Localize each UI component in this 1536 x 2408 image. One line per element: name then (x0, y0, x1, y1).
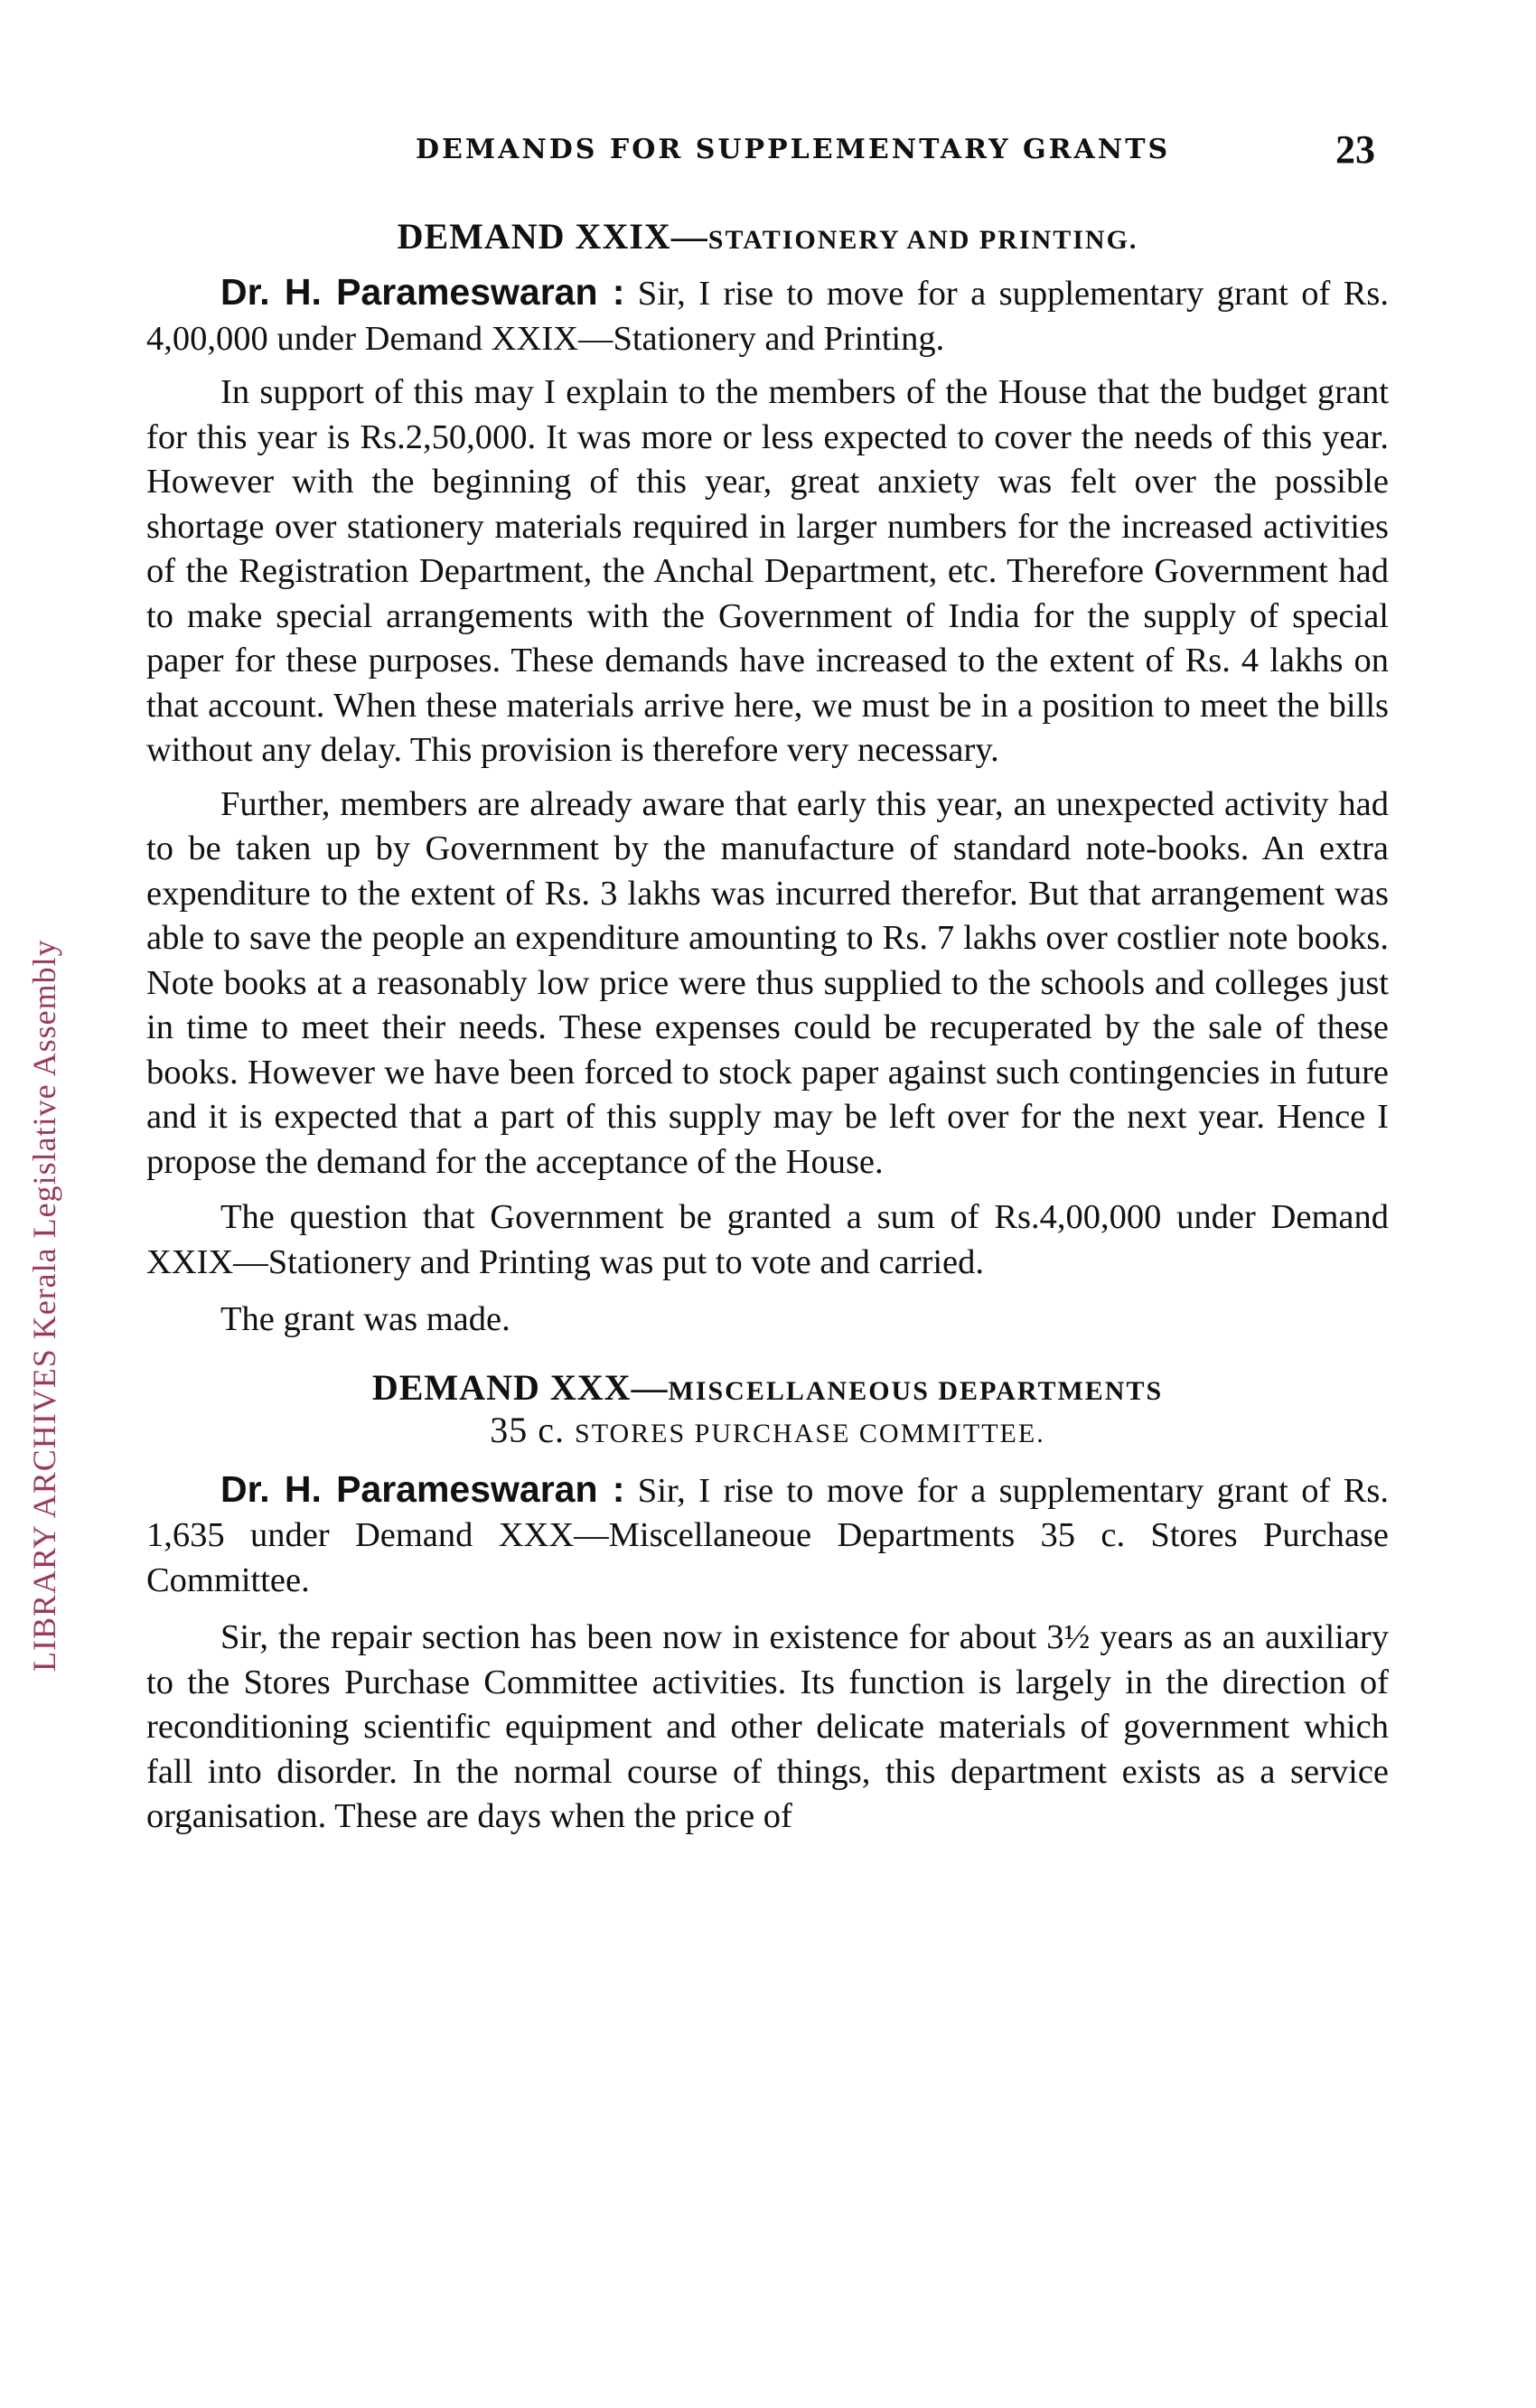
heading-main: DEMAND XXX— (371, 1366, 669, 1408)
demand-xxx-heading (146, 1366, 1389, 1409)
paragraph: Further, members are already aware that early this year, an unexpected activity had to be taken up by Government by the manufacture of standard note-books. An extra expenditure to the extent of Rs. 3 lakhs was incurred therefor. But that arrangement was able to save the people an expenditure amounting to Rs. 7 lakhs over costlier note books. Note books at a reasonably low price were thus supplied to the schools and colleges just in time to meet their needs. These expenses could be recuperated by the sale of these books. However we have been forced to stock paper against such contingencies in future and it is expected that a part of this supply may be left over for the next year. Hence I propose the demand for the acceptance of the House. (146, 784, 1389, 1181)
speaker-name: Dr. H. Parameswaran : (220, 271, 625, 313)
running-head: DEMANDS FOR SUPPLEMENTARY GRANTS (416, 134, 1171, 165)
page-body (146, 215, 1389, 1840)
subheading-num: 35 c. (490, 1409, 576, 1450)
question-put: The question that Government be granted a sum of Rs.4,00,000 under Demand XXIX—Stationery and Printing was put to vote and carried. (146, 1198, 1389, 1281)
motion-text: Sir, I rise to move for a supplementary grant of Rs. 4,00,000 under Demand XXIX—Stationery and Printing. (146, 275, 1389, 358)
heading-smallcaps: MISCELLANEOUS DEPARTMENTS (668, 1375, 1164, 1406)
motion-text: Sir, I rise to move for a supplementary grant of Rs. 1,635 under Demand XXX—Miscellaneoue Departments 35 c. Stores Purchase Committee. (146, 1471, 1389, 1599)
demand-xxx-subheading (146, 1409, 1389, 1451)
page-number: 23 (1335, 127, 1375, 172)
paragraph: In support of this may I explain to the members of the House that the budget grant for this year is Rs.2,50,000. It was more or less expected to cover the needs of this year. However with the beginning of this year, great anxiety was felt over the possible shortage over stationery materials required in larger numbers for the increased activities of the Registration Department, the Anchal Department, etc. Therefore Government had to make special arrangements with the Government of India for the supply of special paper for these purposes. These demands have increased to the extent of Rs. 4 lakhs on that account. When these materials arrive here, we must be in a position to meet the bills without any delay. This provision is therefore very necessary. (146, 373, 1389, 769)
motion-xxix (146, 270, 1389, 361)
motion-xxx (146, 1467, 1389, 1604)
speaker-name: Dr. H. Parameswaran : (220, 1467, 625, 1510)
watermark: LIBRARY ARCHIVES Kerala Legislative Assembly (26, 939, 62, 1672)
demand-xxix-heading (146, 215, 1389, 258)
heading-main: DEMAND XXIX— (397, 216, 708, 257)
paragraph: Sir, the repair section has been now in existence for about 3½ years as an auxiliary to the Stores Purchase Committee activities. Its function is largely in the direction of reconditioning scientific equipment and other delicate materials of government which fall into disorder. In the normal course of things, this department exists as a service organisation. These are days when the price of (146, 1618, 1389, 1835)
heading-smallcaps: STATIONERY AND PRINTING. (707, 225, 1138, 255)
subheading-smallcaps: STORES PURCHASE COMMITTEE. (575, 1418, 1045, 1448)
grant-result: The grant was made. (220, 1300, 510, 1338)
